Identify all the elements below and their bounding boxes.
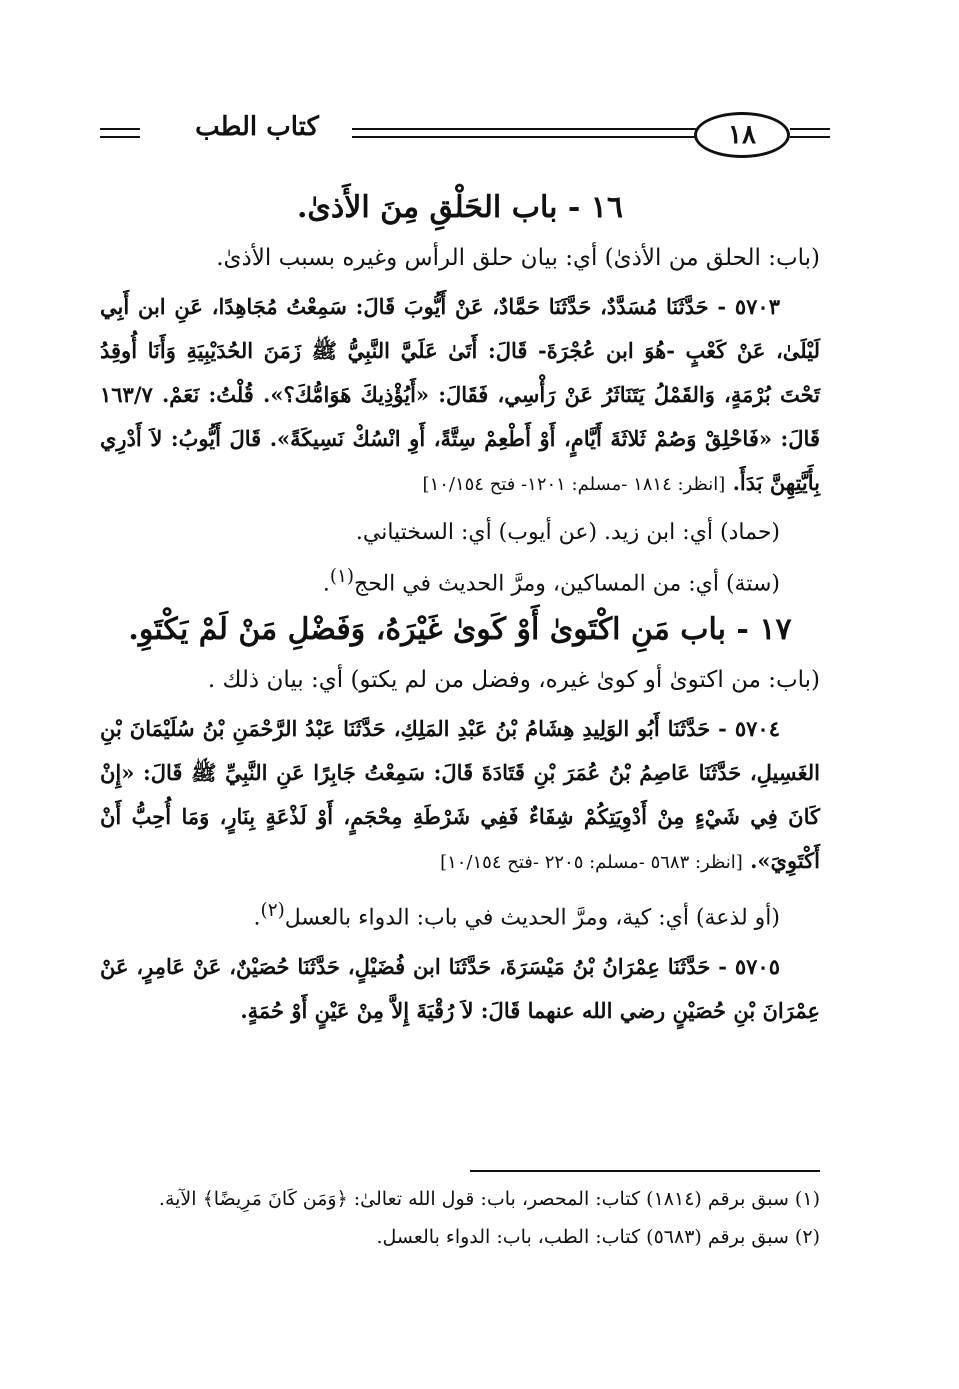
hadith-5704-text: ٥٧٠٤ - حَدَّثَنَا أَبُو الوَلِيدِ هِشَامُ بْنُ عَبْدِ المَلِكِ، حَدَّثَنَا عَبْدُ الرَّحْمَنِ بْنُ سُلَيْمَانَ بْنِ الغَسِيلِ، حَدَّثَنَا عَاصِمُ بْنُ عُمَرَ بْنِ قَتَادَةَ قَالَ: سَمِعْتُ جَابِرًا عَنِ النَّبِيِّ ﷺ قَالَ: «إِنْ كَانَ فِي شَيْءٍ مِنْ أَدْوِيَتِكُمْ شِفَاءٌ فَفِي شَرْطَةِ مِحْجَمٍ، أَوْ لَذْعَةٍ بِنَارٍ، وَمَا أُحِبُّ أَنْ أَكْتَوِيَ». xyxy=(100,716,820,874)
hadith-5703-text: ٥٧٠٣ - حَدَّثَنَا مُسَدَّدٌ، حَدَّثَنَا حَمَّادٌ، عَنْ أَيُّوبَ قَالَ: سَمِعْتُ مُجَاهِدًا، عَنِ ابن أَبِي لَيْلَىٰ، عَنْ كَعْبٍ -هُوَ ابن عُجْرَةَ- قَالَ: أَتَىٰ عَلَيَّ النَّبِيُّ ﷺ زَمَنَ الحُدَيْبِيَةِ وَأَنَا أُوقِدُ تَحْتَ بُرْمَةٍ، وَالقَمْلُ يَتَنَاثَرُ عَنْ رَأْسِي، فَقَالَ: «أَيُؤْذِيكَ هَوَامُّكَ؟». قُلْتُ: نَعَمْ. ١٦٣/٧ قَالَ: «فَاحْلِقْ وَصُمْ ثَلاثَةَ أَيَّامٍ، أَوْ أَطْعِمْ سِتَّةً، أَوِ انْسُكْ نَسِيكَةً». قَالَ أَيُّوبُ: لاَ أَدْرِي بِأَيَّتِهِنَّ بَدَأَ. xyxy=(100,294,820,495)
note-ladha-text: (أو لذعة) أي: كية، ومرَّ الحديث في باب: الدواء بالعسل xyxy=(284,905,780,931)
header-rule-middle-top xyxy=(340,128,700,130)
hadith-5703-ref: [انظر: ١٨١٤ -مسلم: ١٢٠١- فتح ١٠/١٥٤] xyxy=(422,474,726,495)
note-sitta: (ستة) أي: من المساكين، ومرَّ الحديث في الحج$^{(١)}$. xyxy=(322,566,780,597)
hadith-5704-ref: [انظر: ٥٦٨٣ -مسلم: ٢٢٠٥ -فتح ١٠/١٥٤] xyxy=(440,852,743,874)
note-ladha: (أو لذعة) أي: كية، ومرَّ الحديث في باب: الدواء بالعسل$^{(٢)}$. xyxy=(253,900,780,931)
footnote-2: (٢) سبق برقم (٥٦٨٣) كتاب: الطب، باب: الدواء بالعسل. xyxy=(376,1226,820,1248)
header-rule-middle-bottom xyxy=(340,136,700,138)
header-rule-right-bottom xyxy=(790,136,830,138)
hadith-5704 xyxy=(100,707,820,885)
header-rule-left-bottom xyxy=(100,136,140,138)
page-header xyxy=(100,106,830,162)
chapter-16-title: ١٦ - باب الحَلْقِ مِنَ الأَذىٰ. xyxy=(296,190,624,225)
note-sitta-text: (ستة) أي: من المساكين، ومرَّ الحديث في الحج xyxy=(354,571,780,597)
chapter-16-explanation: (باب: الحلق من الأذىٰ) أي: بيان حلق الرأس وغيره بسبب الأذىٰ. xyxy=(216,245,820,271)
footnote-marker-2: (٢) xyxy=(260,900,285,922)
footnote-separator xyxy=(470,1170,820,1172)
footnotes xyxy=(100,1180,820,1256)
header-rule-left-top xyxy=(100,128,140,130)
page-number: ١٨ xyxy=(694,112,790,158)
note-hammad: (حماد) أي: ابن زيد. (عن أيوب) أي: السختياني. xyxy=(355,520,780,545)
footnote-1: (١) سبق برقم (١٨١٤) كتاب: المحصر، باب: قول الله تعالىٰ: ﴿وَمَن كَانَ مَرِيضًا﴾ الآية. xyxy=(158,1188,820,1210)
footnote-marker-1: (١) xyxy=(329,566,354,587)
hadith-5705: ٥٧٠٥ - حَدَّثَنَا عِمْرَانُ بْنُ مَيْسَرَةَ، حَدَّثَنَا ابن فُضَيْلٍ، حَدَّثَنَا حُصَيْنٌ، عَنْ عَامِرٍ، عَنْ عِمْرَانَ بْنِ حُصَيْنٍ رضي الله عنهما قَالَ: لاَ رُقْيَةَ إِلاَّ مِنْ عَيْنٍ أَوْ حُمَةٍ. xyxy=(100,953,820,1023)
book-title: كتاب الطب xyxy=(162,112,352,142)
chapter-17-explanation: (باب: من اكتوىٰ أو كوىٰ غيره، وفضل من لم يكتو) أي: بيان ذلك . xyxy=(207,667,820,694)
header-rule-right-top xyxy=(790,128,830,130)
chapter-17-title: ١٧ - باب مَنِ اكْتَوىٰ أَوْ كَوىٰ غَيْرَهُ، وَفَضْلِ مَنْ لَمْ يَكْتَوِ. xyxy=(128,612,792,648)
main-text xyxy=(100,190,820,1037)
hadith-5703 xyxy=(100,285,820,507)
